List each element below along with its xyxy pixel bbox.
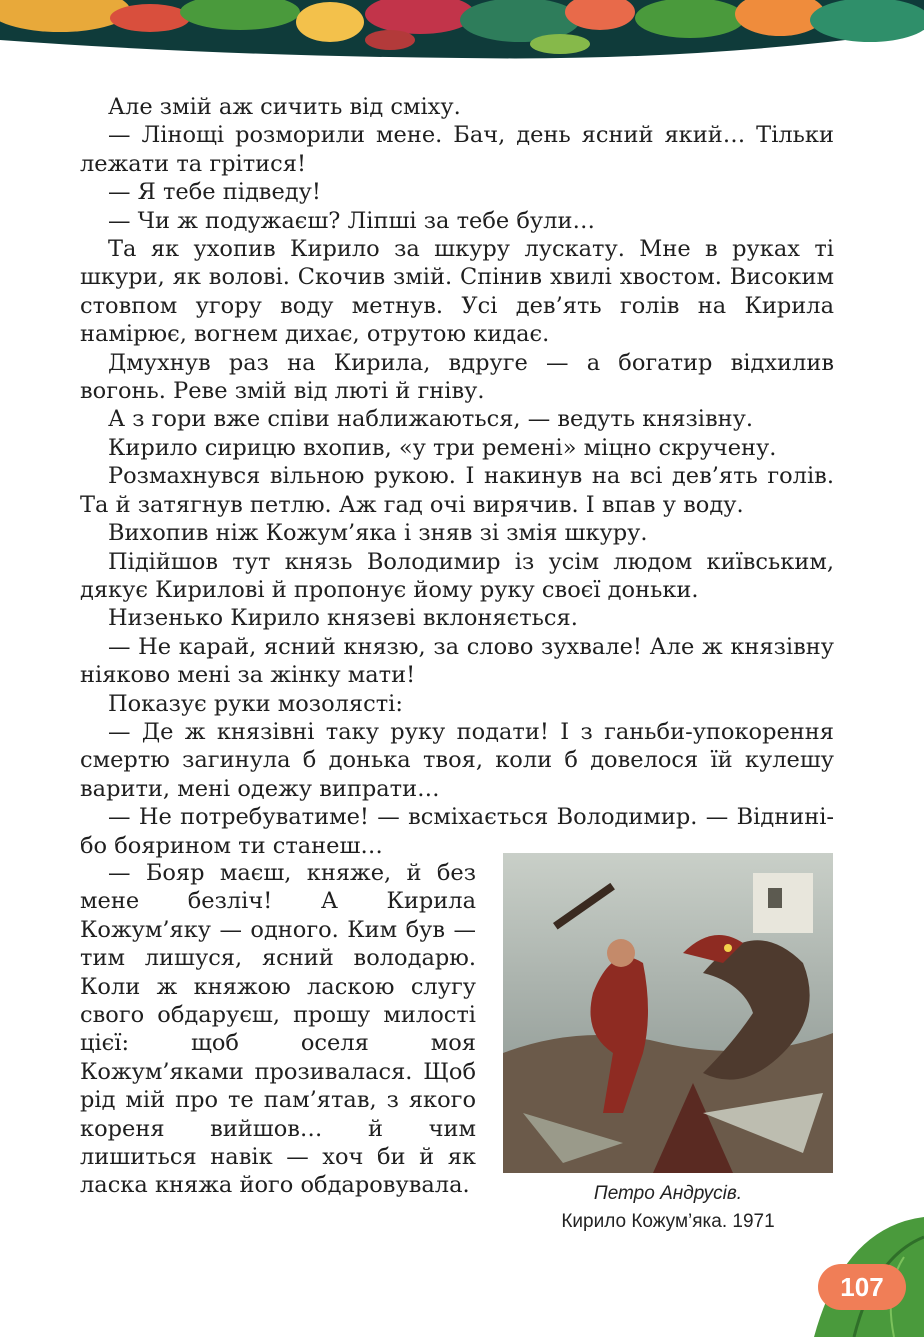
paragraph: — Не потребуватиме! — всміхається Володимир. — Віднині-бо боярином ти станеш… xyxy=(80,804,834,859)
painting-caption xyxy=(503,1180,833,1236)
paragraph: Розмахнувся вільною рукою. І накинув на всі дев’ять голів. Та й затягнув петлю. Аж гад очі вирячив. І впав у воду. xyxy=(80,463,834,518)
top-floral-banner xyxy=(0,0,924,70)
caption-author: Петро Андрусів. xyxy=(593,1183,743,1204)
paragraph: — Бояр маєш, княже, й без мене безліч! А Кирила Кожум’яку — одного. Ким був — тим лишуся, ясний володарю. Коли ж княжою ласкою слугу свого обдаруєш, прошу милості цієї: щоб оселя моя Кожум’яками прозивалася. Щоб рід мій про те пам’ятав, з якого кореня вийшов… й чим лишиться навік — хоч би й як ласка княжа його обдаровувала. xyxy=(80,860,476,1199)
painting-illustration xyxy=(503,853,833,1173)
paragraph: — Не карай, ясний князю, за слово зухвале! Але ж князівну ніяково мені за жінку мати! xyxy=(80,633,834,689)
paragraph: — Лінощі розморили мене. Бач, день ясний який… Тільки лежати та грітися! xyxy=(80,122,834,177)
story-text xyxy=(80,93,834,860)
paragraph: — Де ж князівні таку руку подати! І з ганьби-упокорення смертю загинула б донька твоя, коли б довелося їй кулешу варити, мені одежу випрати… xyxy=(80,718,834,802)
paragraph: Вихопив ніж Кожум’яка і зняв зі змія шкуру. xyxy=(108,520,648,547)
paragraph: Низенько Кирило князеві вклоняється. xyxy=(108,605,578,632)
paragraph: Показує руки мозолясті: xyxy=(108,690,403,717)
side-text-column xyxy=(80,859,476,1200)
paragraph: Та як ухопив Кирило за шкуру лускату. Мне в руках ті шкури, як волові. Скочив змій. Спінив хвилі хвостом. Високим стовпом угору воду метнув. Усі дев’ять голів на Кирила намірює, вогнем дихає, отрутою кидає. xyxy=(80,236,834,348)
paragraph: Підійшов тут князь Володимир із усім людом київським, дякує Кирилові й пропонує йому руку своєї доньки. xyxy=(80,548,834,603)
page-number-badge: 107 xyxy=(818,1264,906,1310)
caption-title: Кирило Кожум’яка. 1971 xyxy=(561,1211,775,1232)
paragraph: Але змій аж сичить від сміху. xyxy=(108,94,461,120)
paragraph: Кирило сирицю вхопив, «у три ремені» міцно скручену. xyxy=(108,434,777,461)
paragraph: Дмухнув раз на Кирила, вдруге — а богатир відхилив вогонь. Реве змій від люті й гніву. xyxy=(80,349,834,405)
paragraph: А з гори вже співи наближаються, — ведуть князівну. xyxy=(108,406,754,433)
paragraph: — Я тебе підведу! xyxy=(108,179,321,206)
paragraph: — Чи ж подужаєш? Ліпші за тебе були… xyxy=(108,207,595,234)
